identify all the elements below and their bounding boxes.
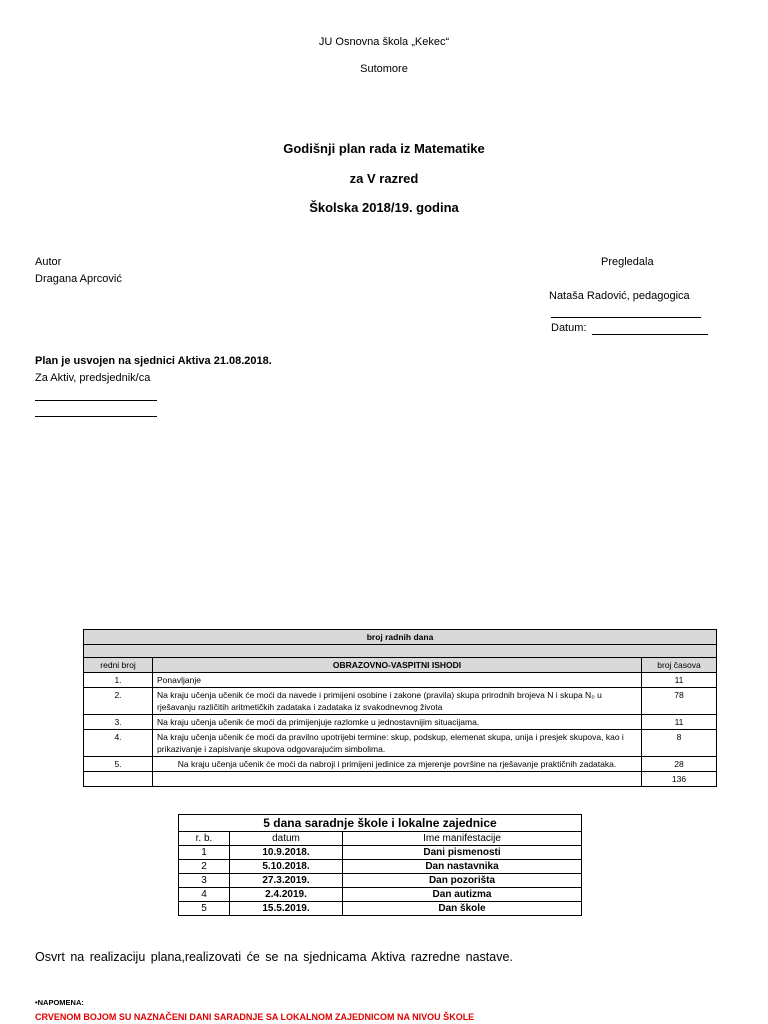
row-outcome: Na kraju učenja učenik će moći da navede i primijeni osobine i zakone (pravila) skupa prirodnih brojeva N i skupa N₀ u rješavanju različitih aritmetičkih zadataka i zadataka iz svakodnevnog života bbox=[153, 688, 642, 715]
row-num: 2. bbox=[84, 688, 153, 715]
plan-year: Školska 2018/19. godina bbox=[309, 200, 459, 215]
coop-rb: 5 bbox=[179, 902, 230, 916]
plan-title: Godišnji plan rada iz Matematike bbox=[283, 141, 485, 156]
coop-date: 15.5.2019. bbox=[230, 902, 343, 916]
adoption-text: Plan je usvojen na sjednici Aktiva 21.08.2018. bbox=[35, 355, 272, 367]
reviewer-signature-line bbox=[551, 317, 701, 318]
note-label: •NAPOMENA: bbox=[35, 998, 84, 1007]
coop-date: 5.10.2018. bbox=[230, 860, 343, 874]
note-text: CRVENOM BOJOM SU NAZNAČENI DANI SARADNJE SA LOKALNOM ZAJEDNICOM NA NIVOU ŠKOLE bbox=[35, 1012, 475, 1022]
total-empty-1 bbox=[84, 772, 153, 787]
col-header-event: Ime manifestacije bbox=[343, 832, 582, 846]
plan-table-title: broj radnih dana bbox=[84, 630, 717, 645]
table-row bbox=[84, 757, 717, 772]
coop-rb: 4 bbox=[179, 888, 230, 902]
plan-table-spacer bbox=[84, 645, 717, 658]
row-num: 1. bbox=[84, 673, 153, 688]
coop-event: Dan pozorišta bbox=[343, 874, 582, 888]
coop-event: Dan nastavnika bbox=[343, 860, 582, 874]
row-hours: 11 bbox=[642, 715, 717, 730]
coop-rb: 2 bbox=[179, 860, 230, 874]
row-hours: 78 bbox=[642, 688, 717, 715]
row-hours: 8 bbox=[642, 730, 717, 757]
reviewer-name: Nataša Radović, pedagogica bbox=[549, 290, 690, 302]
total-empty-2 bbox=[153, 772, 642, 787]
table-row bbox=[179, 874, 582, 888]
col-header-outcomes: OBRAZOVNO-VASPITNI ISHODI bbox=[153, 658, 642, 673]
table-row bbox=[179, 888, 582, 902]
table-row bbox=[84, 688, 717, 715]
table-total-row bbox=[84, 772, 717, 787]
col-header-hours: broj časova bbox=[642, 658, 717, 673]
school-city: Sutomore bbox=[360, 63, 408, 75]
coop-event: Dan škole bbox=[343, 902, 582, 916]
total-hours: 136 bbox=[642, 772, 717, 787]
table-row bbox=[84, 730, 717, 757]
reviewer-label: Pregledala bbox=[601, 256, 654, 268]
author-name: Dragana Aprcović bbox=[35, 273, 122, 285]
table-row bbox=[84, 673, 717, 688]
date-label: Datum: bbox=[551, 322, 587, 334]
coop-event: Dani pismenosti bbox=[343, 846, 582, 860]
osvrt-text: Osvrt na realizaciju plana,realizovati će se na sjednicama Aktiva razredne nastave. bbox=[35, 950, 513, 964]
col-header-num: redni broj bbox=[84, 658, 153, 673]
cooperation-title: 5 dana saradnje škole i lokalne zajednice bbox=[179, 815, 582, 832]
row-outcome: Na kraju učenja učenik će moći da pravilno upotrijebi termine: skup, podskup, elemenat skupa, unija i presjek skupova, kao i prikazivanje i zapisivanje skupova odgovarajućim simbolima. bbox=[153, 730, 642, 757]
table-row bbox=[179, 846, 582, 860]
row-outcome: Ponavljanje bbox=[153, 673, 642, 688]
president-label: Za Aktiv, predsjednik/ca bbox=[35, 372, 151, 384]
row-outcome: Na kraju učenja učenik će moći da primijenjuje razlomke u jednostavnijim situacijama. bbox=[153, 715, 642, 730]
president-line-1 bbox=[35, 400, 157, 401]
president-line-2 bbox=[35, 416, 157, 417]
plan-table bbox=[83, 629, 717, 787]
row-hours: 11 bbox=[642, 673, 717, 688]
plan-grade: za V razred bbox=[349, 171, 419, 186]
coop-rb: 1 bbox=[179, 846, 230, 860]
coop-date: 10.9.2018. bbox=[230, 846, 343, 860]
row-hours: 28 bbox=[642, 757, 717, 772]
author-label: Autor bbox=[35, 256, 62, 268]
date-line bbox=[592, 334, 708, 335]
table-row bbox=[84, 715, 717, 730]
table-row bbox=[179, 902, 582, 916]
coop-date: 2.4.2019. bbox=[230, 888, 343, 902]
cooperation-table bbox=[178, 814, 582, 916]
school-name: JU Osnovna škola „Kekec“ bbox=[318, 36, 450, 48]
row-num: 5. bbox=[84, 757, 153, 772]
col-header-date: datum bbox=[230, 832, 343, 846]
col-header-rb: r. b. bbox=[179, 832, 230, 846]
coop-date: 27.3.2019. bbox=[230, 874, 343, 888]
row-outcome: Na kraju učenja učenik će moći da nabroji i primijeni jedinice za mjerenje površine na rješavanje praktičnih zadataka. bbox=[153, 757, 642, 772]
row-num: 3. bbox=[84, 715, 153, 730]
coop-rb: 3 bbox=[179, 874, 230, 888]
table-row bbox=[179, 860, 582, 874]
row-num: 4. bbox=[84, 730, 153, 757]
coop-event: Dan autizma bbox=[343, 888, 582, 902]
